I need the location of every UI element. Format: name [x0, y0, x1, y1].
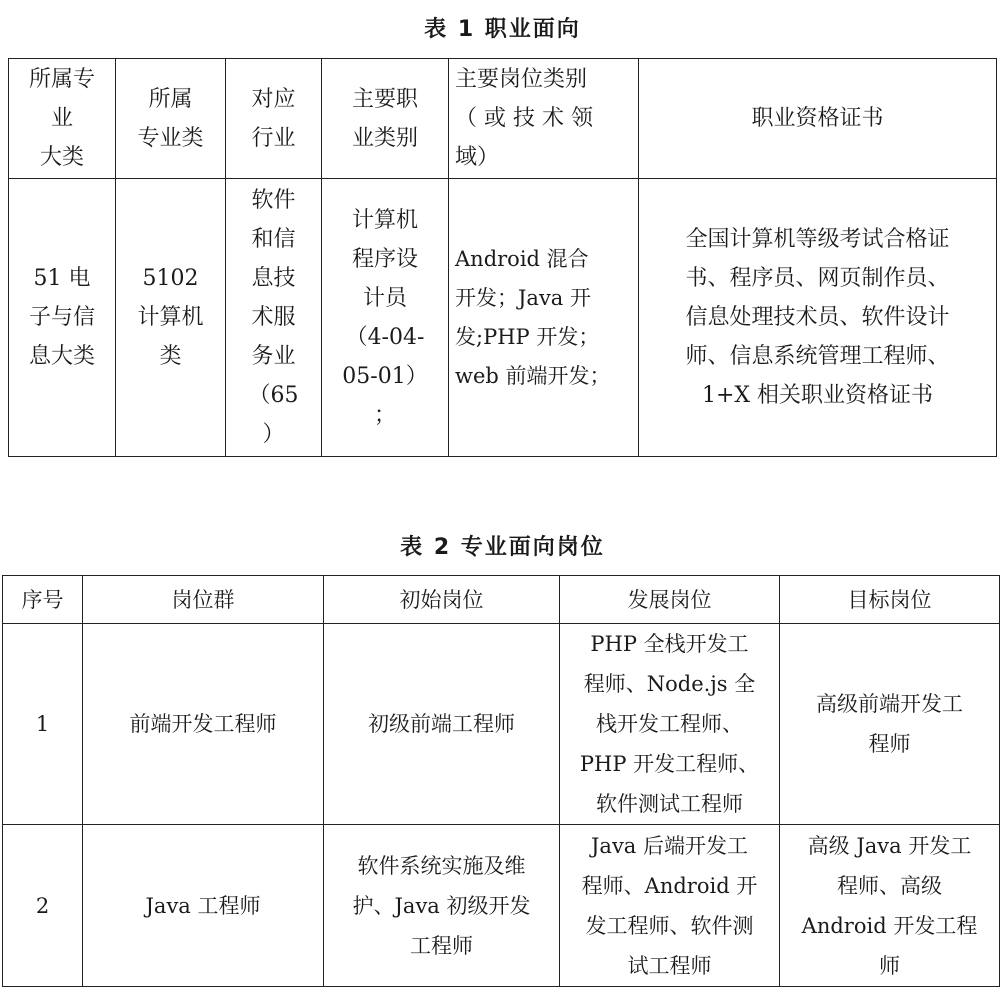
- cell-line: 高级前端开发工: [816, 692, 963, 716]
- header-major-class: [116, 59, 226, 179]
- header-line: 主要岗位类别: [455, 67, 588, 92]
- cell-line: 工程师: [410, 933, 473, 958]
- cell-line: Android 开发工程: [801, 913, 978, 938]
- cell-line: 5102: [142, 266, 199, 291]
- cell-group: Java 工程师: [83, 825, 324, 987]
- table2-caption: 表 2 专业面向岗位: [400, 535, 605, 560]
- header-line: 职业资格证书: [751, 106, 884, 131]
- cell-line: 初级前端工程师: [368, 712, 515, 736]
- table1-header-row: [9, 59, 997, 179]
- header-certificate: [639, 59, 997, 179]
- header-major-category: [9, 59, 116, 179]
- cell-line: 息大类: [28, 344, 95, 369]
- cell-initial: [324, 825, 560, 987]
- header-line: 业类别: [351, 125, 418, 151]
- cell-line: 发工程师、软件测: [585, 913, 754, 938]
- cell-line: 书、程序员、网页制作员、: [685, 266, 950, 291]
- cell-line: 试工程师: [627, 953, 712, 978]
- header-line: （ 或 技 术 领: [455, 106, 593, 131]
- cell-line: 程师、Node.js 全: [583, 672, 756, 696]
- cell-industry: [226, 179, 322, 457]
- header-group: 岗位群: [83, 576, 324, 624]
- cell-initial: [324, 624, 560, 825]
- cell-line: 和信: [251, 227, 296, 252]
- cell-line: 师: [879, 953, 900, 978]
- header-position-category: [449, 59, 639, 179]
- header-industry: [226, 59, 322, 179]
- cell-develop: [560, 624, 780, 825]
- cell-target: [780, 825, 1000, 987]
- table-row: [3, 825, 1000, 987]
- cell-line: ）: [262, 422, 285, 447]
- cell-certificate: [639, 179, 997, 457]
- position-table: [2, 575, 1000, 987]
- cell-line: PHP 全栈开发工: [590, 632, 749, 656]
- cell-seq: 1: [3, 624, 83, 825]
- table1-caption: 表 1 职业面向: [424, 17, 581, 42]
- cell-line: 软件: [251, 188, 296, 213]
- table1-row: [9, 179, 997, 457]
- cell-line: 51 电: [33, 266, 91, 291]
- cell-line: 类: [159, 344, 182, 369]
- cell-position-category: [449, 179, 639, 457]
- cell-line: 子与信: [28, 305, 95, 330]
- cell-develop: [560, 825, 780, 987]
- header-line: 域）: [455, 145, 500, 170]
- cell-line: 栈开发工程师、: [596, 712, 743, 736]
- cell-major-class: [116, 179, 226, 457]
- cell-line: web 前端开发；: [455, 363, 611, 388]
- cell-line: 软件系统实施及维: [357, 853, 526, 878]
- cell-line: 高级 Java 开发工: [807, 833, 972, 858]
- cell-seq: 2: [3, 825, 83, 987]
- cell-line: Java 后端开发工: [591, 833, 748, 858]
- header-line: 专业类: [137, 125, 204, 151]
- cell-line: 软件测试工程师: [596, 792, 743, 816]
- cell-line: 1+X 相关职业资格证书: [701, 383, 934, 408]
- cell-line: 程师、Android 开: [581, 873, 758, 898]
- table-row: [3, 624, 1000, 825]
- table2-header-row: [3, 576, 1000, 624]
- cell-line: 程序设: [351, 246, 418, 272]
- cell-line: 术服: [251, 305, 296, 330]
- cell-line: 息技: [251, 266, 296, 291]
- header-line: 所属专: [28, 67, 95, 92]
- cell-line: 务业: [251, 344, 296, 369]
- cell-line: PHP 开发工程师、: [579, 752, 760, 776]
- header-initial: 初始岗位: [324, 576, 560, 624]
- header-line: 所属: [148, 86, 193, 112]
- header-line: 大类: [39, 145, 84, 170]
- cell-line: （65: [248, 383, 299, 408]
- header-target: 目标岗位: [780, 576, 1000, 624]
- cell-line: 开发；Java 开: [455, 285, 591, 310]
- cell-line: 信息处理技术员、软件设计: [685, 305, 950, 330]
- cell-line: 05-01）: [342, 363, 428, 389]
- occupation-table: [8, 58, 997, 457]
- header-line: 对应: [251, 86, 296, 112]
- cell-major-category: [9, 179, 116, 457]
- cell-line: Android 混合: [455, 246, 589, 271]
- header-line: 业: [50, 106, 73, 131]
- cell-line: 护、Java 初级开发: [352, 893, 531, 918]
- cell-target: [780, 624, 1000, 825]
- cell-group: 前端开发工程师: [83, 624, 324, 825]
- header-develop: 发展岗位: [560, 576, 780, 624]
- header-line: 主要职: [351, 86, 418, 112]
- cell-line: 师、信息系统管理工程师、: [685, 344, 950, 369]
- header-occupation: [322, 59, 449, 179]
- header-line: 行业: [251, 125, 296, 151]
- cell-line: 程师、高级: [837, 873, 942, 898]
- cell-line: 发;PHP 开发；: [455, 324, 600, 349]
- cell-line: ；: [373, 402, 396, 428]
- header-seq: 序号: [3, 576, 83, 624]
- cell-line: 程师: [868, 732, 911, 756]
- cell-occupation: [322, 179, 449, 457]
- cell-line: 计算机: [351, 207, 418, 233]
- cell-line: 计员: [362, 285, 407, 311]
- cell-line: 计算机: [137, 305, 204, 330]
- cell-line: 全国计算机等级考试合格证: [685, 227, 950, 252]
- cell-line: （4-04-: [345, 324, 425, 350]
